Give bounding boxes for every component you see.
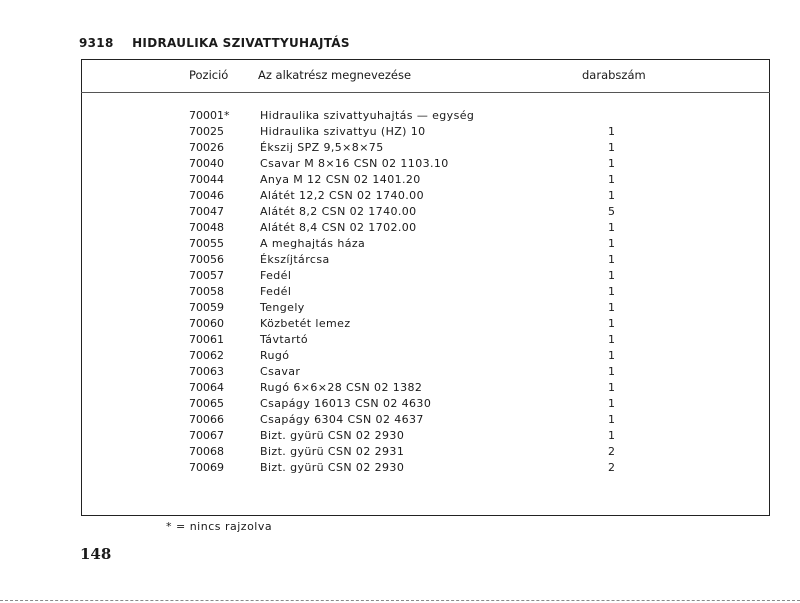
part-name: Távtartó [260, 333, 308, 346]
part-position: 70056 [189, 253, 224, 266]
part-quantity: 2 [608, 461, 615, 474]
part-name: Bizt. gyürü CSN 02 2931 [260, 445, 405, 458]
part-name: A meghajtás háza [260, 237, 366, 250]
part-name: Csapágy 16013 CSN 02 4630 [260, 397, 432, 410]
part-quantity: 1 [608, 349, 615, 362]
part-name: Csapágy 6304 CSN 02 4637 [260, 413, 424, 426]
table-row [0, 397, 800, 413]
table-row [0, 253, 800, 269]
part-position: 70058 [189, 285, 224, 298]
part-name: Alátét 12,2 CSN 02 1740.00 [260, 189, 424, 202]
part-name: Tengely [260, 301, 305, 314]
column-header-position: Pozició [189, 68, 229, 82]
column-header-name: Az alkatrész megnevezése [258, 68, 412, 82]
part-name: Fedél [260, 285, 292, 298]
part-quantity: 1 [608, 285, 615, 298]
table-row [0, 141, 800, 157]
part-quantity: 1 [608, 269, 615, 282]
table-frame-bottom [81, 515, 770, 516]
part-position: 70046 [189, 189, 224, 202]
part-position: 70061 [189, 333, 224, 346]
part-quantity: 1 [608, 317, 615, 330]
part-quantity: 1 [608, 157, 615, 170]
part-name: Alátét 8,2 CSN 02 1740.00 [260, 205, 417, 218]
part-position: 70048 [189, 221, 224, 234]
table-row [0, 429, 800, 445]
table-row [0, 461, 800, 477]
part-position: 70064 [189, 381, 224, 394]
part-quantity: 1 [608, 189, 615, 202]
part-quantity: 1 [608, 221, 615, 234]
part-quantity: 1 [608, 125, 615, 138]
part-position: 70065 [189, 397, 224, 410]
table-row [0, 333, 800, 349]
part-position: 70025 [189, 125, 224, 138]
table-row [0, 301, 800, 317]
part-position: 70068 [189, 445, 224, 458]
part-name: Anya M 12 CSN 02 1401.20 [260, 173, 421, 186]
part-quantity: 1 [608, 333, 615, 346]
part-quantity: 1 [608, 365, 615, 378]
page-number: 148 [80, 545, 112, 563]
part-quantity: 1 [608, 253, 615, 266]
part-quantity: 5 [608, 205, 615, 218]
table-row [0, 221, 800, 237]
part-quantity: 1 [608, 381, 615, 394]
part-name: Csavar M 8×16 CSN 02 1103.10 [260, 157, 449, 170]
table-frame-top [81, 59, 770, 60]
table-row [0, 109, 800, 125]
column-header-quantity: darabszám [582, 68, 646, 82]
footnote: * = nincs rajzolva [166, 520, 273, 533]
table-row [0, 381, 800, 397]
table-row [0, 285, 800, 301]
part-name: Ékszíjtárcsa [260, 253, 330, 266]
table-row [0, 269, 800, 285]
part-quantity: 1 [608, 173, 615, 186]
part-name: Ékszij SPZ 9,5×8×75 [260, 141, 384, 154]
part-position: 70067 [189, 429, 224, 442]
section-title: HIDRAULIKA SZIVATTYUHAJTÁS [132, 36, 350, 50]
part-name: Fedél [260, 269, 292, 282]
part-name: Közbetét lemez [260, 317, 351, 330]
part-position: 70040 [189, 157, 224, 170]
part-name: Rugó [260, 349, 290, 362]
section-code: 9318 [79, 36, 114, 50]
table-row [0, 157, 800, 173]
table-row [0, 413, 800, 429]
part-quantity: 1 [608, 429, 615, 442]
part-name: Hidraulika szivattyuhajtás — egység [260, 109, 475, 122]
table-row [0, 189, 800, 205]
part-name: Csavar [260, 365, 301, 378]
part-position: 70057 [189, 269, 224, 282]
part-position: 70062 [189, 349, 224, 362]
part-quantity: 1 [608, 237, 615, 250]
table-row [0, 237, 800, 253]
part-position: 70044 [189, 173, 224, 186]
parts-list [0, 109, 800, 477]
part-position: 70026 [189, 141, 224, 154]
part-position: 70001* [189, 109, 230, 122]
table-row [0, 317, 800, 333]
part-position: 70066 [189, 413, 224, 426]
page-bottom-rule [0, 600, 800, 601]
part-position: 70055 [189, 237, 224, 250]
part-quantity: 1 [608, 301, 615, 314]
part-quantity: 2 [608, 445, 615, 458]
part-quantity: 1 [608, 141, 615, 154]
part-quantity: 1 [608, 413, 615, 426]
table-row [0, 349, 800, 365]
table-row [0, 445, 800, 461]
header-divider [81, 92, 770, 93]
table-row [0, 173, 800, 189]
part-name: Bizt. gyürü CSN 02 2930 [260, 429, 405, 442]
part-position: 70047 [189, 205, 224, 218]
part-name: Rugó 6×6×28 CSN 02 1382 [260, 381, 423, 394]
table-row [0, 125, 800, 141]
table-row [0, 205, 800, 221]
part-position: 70063 [189, 365, 224, 378]
part-position: 70059 [189, 301, 224, 314]
table-row [0, 365, 800, 381]
part-name: Alátét 8,4 CSN 02 1702.00 [260, 221, 417, 234]
part-quantity: 1 [608, 397, 615, 410]
part-position: 70069 [189, 461, 224, 474]
part-name: Hidraulika szivattyu (HZ) 10 [260, 125, 426, 138]
page-header [79, 36, 350, 50]
part-name: Bizt. gyürü CSN 02 2930 [260, 461, 405, 474]
part-position: 70060 [189, 317, 224, 330]
